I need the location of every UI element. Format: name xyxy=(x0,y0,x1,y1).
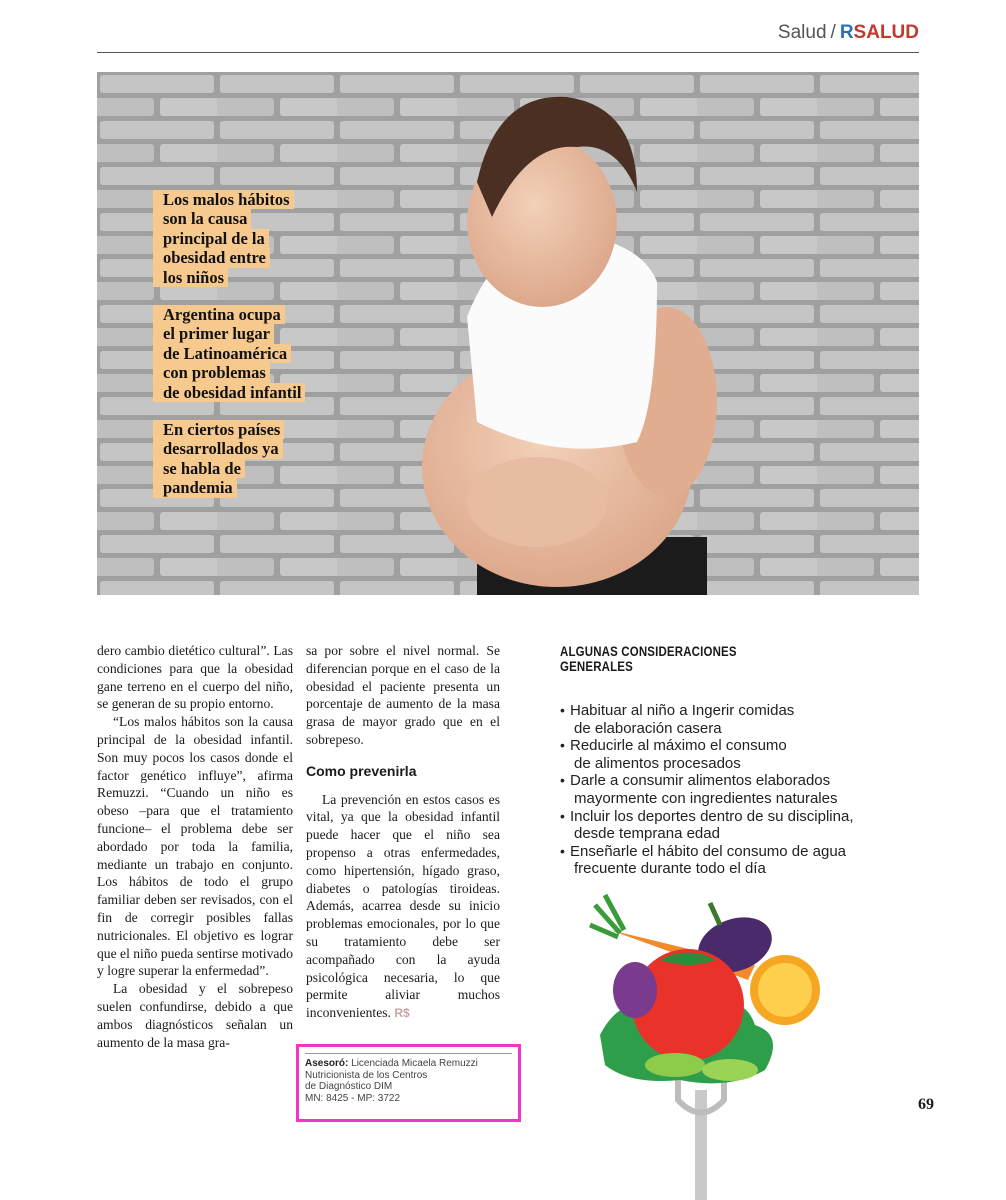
callout-line: son la causa xyxy=(153,209,251,228)
article-column-1 xyxy=(97,642,293,1051)
advisor-line: MN: 8425 - MP: 3722 xyxy=(305,1092,401,1104)
list-item: • Reducirle al máximo el consumo de alimentos procesados xyxy=(560,737,900,772)
callout-line: Los malos hábitos xyxy=(153,190,294,209)
callouts xyxy=(153,190,343,516)
article-column-2 xyxy=(306,642,500,1023)
callout-3 xyxy=(153,420,343,498)
paragraph: “Los malos hábitos son la causa principal de la obesidad infantil. Son muy pocos los casos donde el factor genético influye”, afirma Remuzzi. “Cuando un niño es obeso –para que el tratamiento funcione– el problema debe ser abordado por toda la familia, mediante un trabajo en conjunto. Los hábitos de todo el grupo familiar deben ser revisados, con el fin de corregir posibles fallas nutricionales. El objetivo es lograr que el niño pueda sentirse motivado y logre superar la enfermedad”. xyxy=(97,714,293,979)
callout-line: de obesidad infantil xyxy=(153,383,305,402)
list-item: • Incluir los deportes dentro de su disciplina, desde temprana edad xyxy=(560,808,900,843)
callout-line: los niños xyxy=(153,268,228,287)
paragraph: dero cambio dietético cultural”. Las condiciones para que la obesidad gane terreno en el cuerpo del niño, se generan de su propio entorno. xyxy=(97,643,293,712)
callout-line: obesidad entre xyxy=(153,248,270,267)
section-name: Salud xyxy=(777,22,827,43)
section-separator: / xyxy=(830,22,836,43)
callout-line: principal de la xyxy=(153,229,269,248)
list-item: • Enseñarle el hábito del consumo de agua frecuente durante todo el día xyxy=(560,843,900,878)
callout-1 xyxy=(153,190,343,287)
paragraph: La obesidad y el sobrepeso suelen confundirse, debido a que ambos diagnósticos señalan un aumento de la masa gra- xyxy=(97,981,293,1050)
callout-line: de Latinoamérica xyxy=(153,344,291,363)
advisor-line: Nutricionista de los Centros xyxy=(305,1069,428,1081)
paragraph xyxy=(306,791,500,1023)
considerations-list xyxy=(560,702,900,878)
callout-line: con problemas xyxy=(153,363,270,382)
vegetables-fork-illustration xyxy=(580,885,830,1200)
callout-line: En ciertos países xyxy=(153,420,284,439)
section-heading: Como prevenirla xyxy=(306,762,417,779)
list-item: • Darle a consumir alimentos elaborados mayormente con ingredientes naturales xyxy=(560,772,900,807)
end-mark: R$ xyxy=(394,1006,410,1021)
advisor-label: Asesoró: xyxy=(305,1058,349,1069)
list-item: • Habituar al niño a Ingerir comidas de elaboración casera xyxy=(560,702,900,737)
considerations-box xyxy=(560,644,900,878)
page-number: 69 xyxy=(918,1096,934,1113)
callout-2 xyxy=(153,305,343,402)
considerations-title: ALGUNAS CONSIDERACIONES GENERALES xyxy=(560,644,737,674)
callout-line: pandemia xyxy=(153,478,237,497)
paragraph: sa por sobre el nivel normal. Se diferencian porque en el caso de la obesidad el paciente presenta un porcentaje de aumento de la masa grasa de mayor grado que en el sobrepeso. xyxy=(306,643,500,747)
section-label xyxy=(778,22,919,44)
advisor-line: de Diagnóstico DIM xyxy=(305,1081,393,1093)
page-header xyxy=(97,18,919,53)
advisor-name: Licenciada Micaela Remuzzi xyxy=(351,1058,478,1069)
callout-line: se habla de xyxy=(153,459,245,478)
advisor-box xyxy=(296,1044,521,1122)
brand-logo-r: R xyxy=(839,22,854,43)
hero-photo xyxy=(97,72,919,595)
callout-line: Argentina ocupa xyxy=(153,305,285,324)
callout-line: desarrollados ya xyxy=(153,439,283,458)
paragraph-text: La prevención en estos casos es vital, ya que la obesidad infantil puede hacer que el niño sea propenso a otras enfermedades, como hipertensión, hígado graso, diabetes o patologías tiroideas. Además, acarrea desde su inicio problemas emocionales, por lo que su tratamiento debe ser acompañado con la ayuda psicológica necesaria, lo que permite aliviar muchos inconvenientes. xyxy=(306,791,500,1021)
fork-handle xyxy=(695,1090,707,1200)
brand-logo-salud: SALUD xyxy=(853,22,919,43)
callout-line: el primer lugar xyxy=(153,324,274,343)
